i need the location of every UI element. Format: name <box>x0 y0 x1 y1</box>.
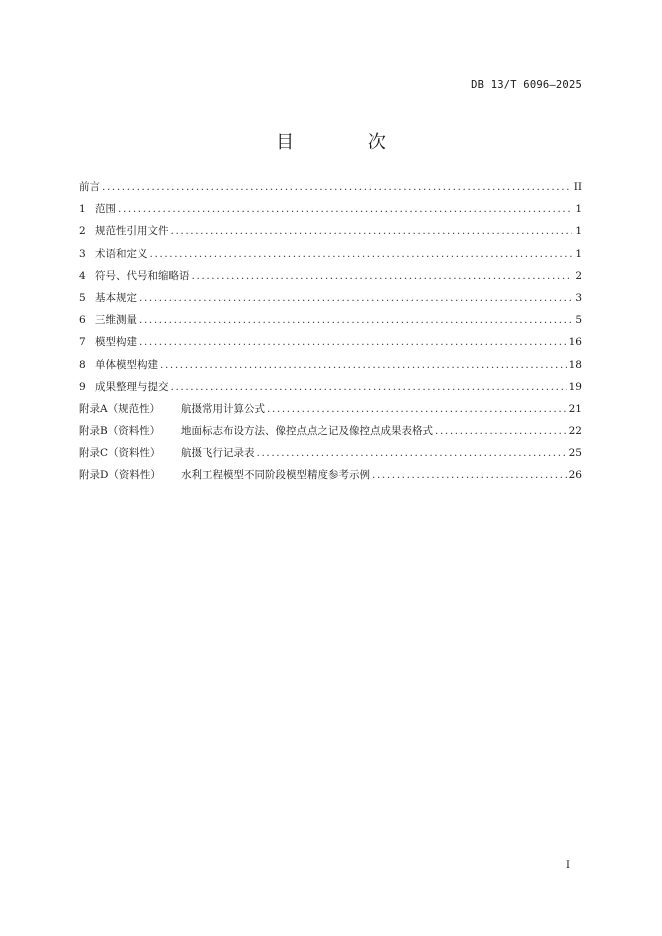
toc-entry-annex-a[interactable] <box>79 398 582 420</box>
toc-dot-leader <box>192 265 573 287</box>
toc-entry-label: 航摄飞行记录表 <box>181 447 255 460</box>
toc-entry-label: 三维测量 <box>95 314 137 327</box>
toc-entry-label: 成果整理与提交 <box>95 380 169 393</box>
toc-entry-label: 术语和定义 <box>95 247 148 260</box>
toc-annex-prefix: 附录C（资料性） <box>79 447 161 460</box>
toc-dot-leader <box>139 309 572 331</box>
toc-entry-3d-survey[interactable] <box>79 309 582 331</box>
toc-entry-annex-d[interactable] <box>79 464 582 486</box>
toc-entry-single-model-construction[interactable] <box>79 354 582 376</box>
toc-section-number: 1 <box>79 203 86 216</box>
toc-dot-leader <box>435 420 567 442</box>
toc-page-number: 26 <box>568 469 582 482</box>
toc-section-number: 2 <box>79 225 86 238</box>
toc-page-number: 1 <box>575 203 582 216</box>
toc-page-number: II <box>573 181 582 193</box>
toc-entry-label: 符号、代号和缩略语 <box>95 269 190 282</box>
toc-entry-annex-c[interactable] <box>79 442 582 464</box>
toc-entry-label: 规范性引用文件 <box>95 225 169 238</box>
toc-entry-label: 水利工程模型不同阶段模型精度参考示例 <box>181 469 370 482</box>
toc-dot-leader <box>171 220 573 242</box>
toc-dot-leader <box>139 331 567 353</box>
toc-entry-label: 范围 <box>95 203 116 216</box>
toc-page-number: 1 <box>575 247 582 260</box>
toc-page-number: 5 <box>575 314 582 327</box>
toc-entry-model-construction[interactable] <box>79 331 582 353</box>
toc-entry-basic-provisions[interactable] <box>79 287 582 309</box>
toc-dot-leader <box>102 176 572 198</box>
toc-section-number: 5 <box>79 291 86 304</box>
toc-dot-leader <box>160 354 567 376</box>
toc-dot-leader <box>372 464 567 486</box>
toc-page-number: 22 <box>568 425 582 438</box>
document-code: DB 13/T 6096—2025 <box>471 79 582 91</box>
toc-entry-label: 前言 <box>79 181 100 193</box>
toc-entry-terms-definitions[interactable] <box>79 243 582 265</box>
toc-page-number: 2 <box>575 269 582 282</box>
toc-entry-label: 单体模型构建 <box>95 358 158 371</box>
toc-page-number: 18 <box>568 358 582 371</box>
toc-entry-label: 地面标志布设方法、像控点点之记及像控点成果表格式 <box>181 425 433 438</box>
toc-entry-normative-references[interactable] <box>79 220 582 242</box>
table-of-contents <box>79 176 582 487</box>
toc-entry-symbols-abbreviations[interactable] <box>79 265 582 287</box>
toc-dot-leader <box>171 376 567 398</box>
toc-section-number: 9 <box>79 380 86 393</box>
toc-dot-leader <box>257 442 567 464</box>
toc-dot-leader <box>139 287 572 309</box>
toc-page-number: 16 <box>568 336 582 349</box>
toc-annex-prefix: 附录D（资料性） <box>79 469 161 482</box>
toc-entry-label: 航摄常用计算公式 <box>181 402 265 415</box>
toc-entry-scope[interactable] <box>79 198 582 220</box>
toc-section-number: 8 <box>79 358 86 371</box>
toc-entry-results-submission[interactable] <box>79 376 582 398</box>
toc-page-number: 1 <box>575 225 582 238</box>
toc-section-number: 3 <box>79 247 86 260</box>
toc-title: 目 次 <box>276 132 420 153</box>
toc-page-number: 25 <box>568 447 582 460</box>
toc-section-number: 7 <box>79 336 86 349</box>
toc-dot-leader <box>267 398 567 420</box>
toc-entry-annex-b[interactable] <box>79 420 582 442</box>
toc-annex-prefix: 附录B（资料性） <box>79 425 161 438</box>
toc-entry-label: 模型构建 <box>95 336 137 349</box>
toc-dot-leader <box>150 243 573 265</box>
toc-dot-leader <box>118 198 572 220</box>
toc-page-number: 3 <box>575 291 582 304</box>
toc-annex-prefix: 附录A（规范性） <box>79 402 161 415</box>
page-number-footer: I <box>566 860 570 871</box>
toc-entry-label: 基本规定 <box>95 291 137 304</box>
toc-page-number: 21 <box>568 402 582 415</box>
toc-entry-foreword[interactable] <box>79 176 582 198</box>
toc-section-number: 4 <box>79 269 86 282</box>
toc-page-number: 19 <box>568 380 582 393</box>
toc-section-number: 6 <box>79 314 86 327</box>
